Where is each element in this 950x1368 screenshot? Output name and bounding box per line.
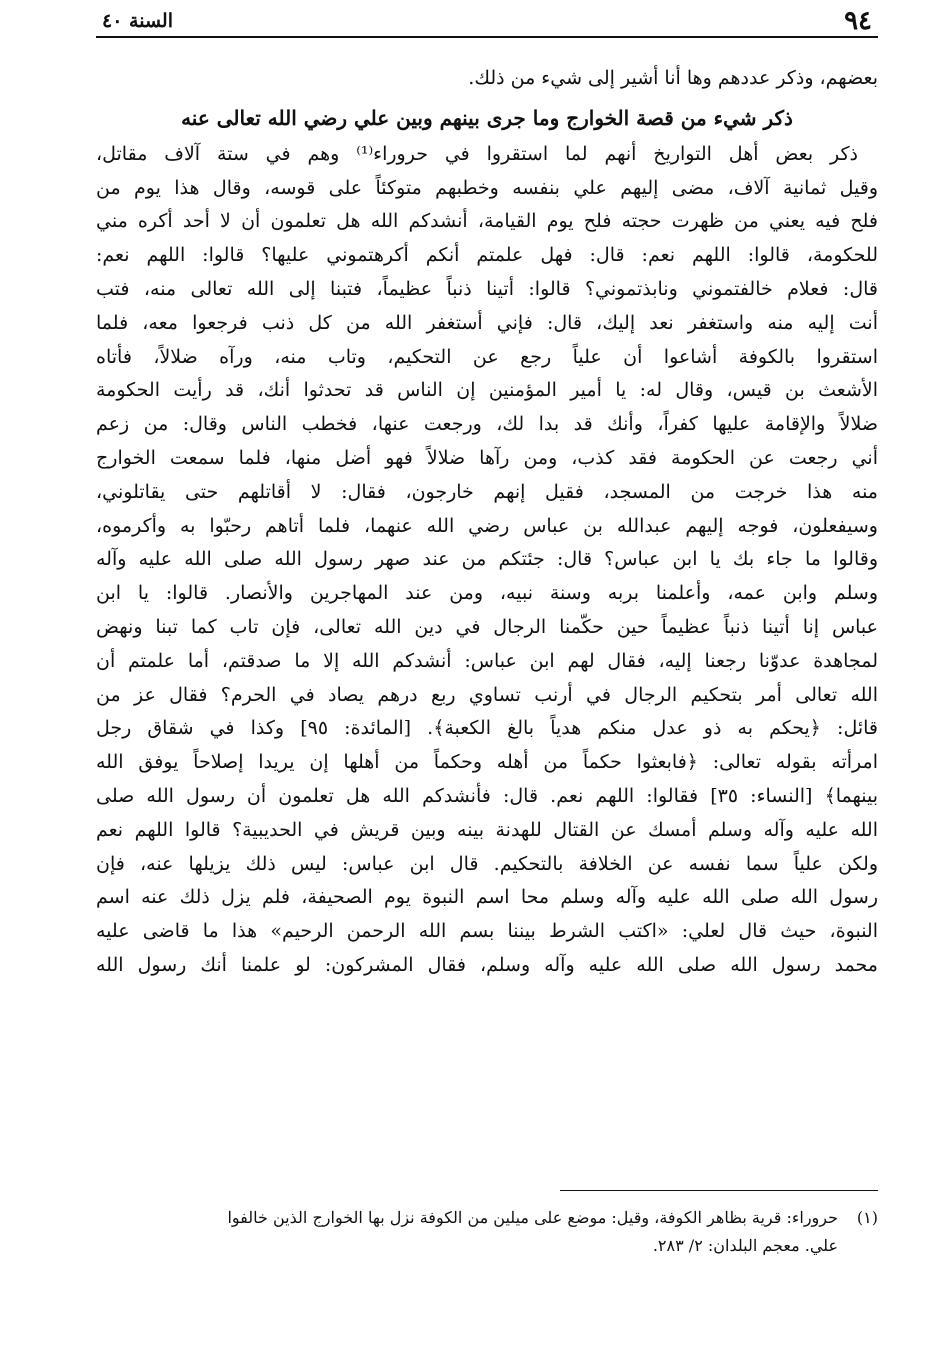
text-line: وقالوا ما جاء بك يا ابن عباس؟ قال: جئتكم من عند صهر رسول الله صلى الله عليه وآله (96, 548, 878, 571)
page-number: ٩٤ (844, 6, 872, 36)
text-line: رسول الله صلى الله عليه وآله وسلم محا اسم النبوة يوم الصحيفة، فلم يزل ذلك عنه اسم (96, 886, 878, 909)
footnote-divider (560, 1190, 878, 1191)
text-line: أني رجعت عن الحكومة فقد كذب، ومن رآها ضلالاً فهو أضل منها، فلما سمعت الخوارج (96, 446, 878, 469)
text-line: لمجاهدة عدوّنا رجعنا إليه، فقال لهم ابن عباس: أنشدكم الله إلا ما صدقتم، أما علمتم أن (96, 649, 878, 672)
text-line: الله تعالى أمر بتحكيم الرجال في أرنب تساوي ربع درهم يصاد في الحرم؟ فقال عز من (96, 683, 878, 706)
text-line: وسلم وابن عمه، وأعلمنا بربه وسنة نبيه، ومن عند المهاجرين والأنصار. قالوا: يا ابن (96, 582, 878, 605)
text-line: الله عليه وآله وسلم أمسك عن القتال للهدنة بينه وبين قريش في الحديبية؟ قالوا اللهم نعم (96, 818, 878, 841)
text-line: النبوة، حيث قال لعلي: «اكتب الشرط بيننا بسم الله الرحمن الرحيم» هذا ما قاضى عليه (96, 920, 878, 943)
section-heading: ذكر شيء من قصة الخوارج وما جرى بينهم وبين علي رضي الله تعالى عنه (181, 105, 793, 130)
text-line: قال: فعلام خالفتموني ونابذتموني؟ قالوا: أتينا ذنباً عظيماً، فتبنا إلى الله تعالى منه، فتب (96, 277, 878, 300)
footnote-line (96, 1204, 878, 1232)
text-line: وسيفعلون، فوجه إليهم عبدالله بن عباس رضي الله عنهما، فلما أتاهم رحبّوا به وأكرموه، (96, 514, 878, 537)
text-line: وقيل ثمانية آلاف، مضى إليهم علي بنفسه وخطبهم متوكئاً على قوسه، وقال هذا يوم من (96, 176, 878, 199)
footnote-text: حروراء: قرية بظاهر الكوفة، وقيل: موضع على ميلين من الكوفة نزل بها الخوارج الذين خالفوا (227, 1208, 838, 1227)
text-line: محمد رسول الله صلى الله عليه وآله وسلم، فقال المشركون: لو علمنا أنك رسول الله (96, 953, 878, 976)
text-line: امرأته بقوله تعالى: ﴿فابعثوا حكماً من أهله وحكماً من أهلها إن يريدا إصلاحاً يوفق الله (96, 751, 878, 774)
text-line: فلح فيه يعني من ظهرت حجته فلح يوم القيامة، أنشدكم الله هل تعلمون أن لا أحد أكره مني (96, 210, 878, 233)
text-line: أنت إليه منه واستغفر نعد إليك، قال: فإني أستغفر الله من كل ذنب فرجعوا معه، فلما (96, 311, 878, 334)
text-line: قائل: ﴿يحكم به ذو عدل منكم هدياً بالغ الكعبة﴾. [المائدة: ٩٥] وكذا في شقاق رجل (96, 717, 878, 740)
text-line: ولكن علياً سما نفسه عن الخلافة بالتحكيم. قال ابن عباس: ليس ذلك يزيلها عنه، فإن (96, 852, 878, 875)
text-line: للحكومة، قالوا: اللهم نعم: قال: فهل علمتم أنكم أكرهتموني عليها؟ قالوا: اللهم نعم: (96, 244, 878, 267)
footnotes (96, 1204, 878, 1260)
text-line: بعضهم، وذكر عددهم وها أنا أشير إلى شيء من ذلك. (468, 67, 878, 89)
main-text (96, 62, 878, 983)
text-line: منه هذا خرجت من المسجد، فقيل إنهم خارجون، فقال: لا أقاتلهم حتى يقاتلوني، (96, 480, 878, 503)
issue-label: السنة ٤٠ (102, 10, 173, 32)
text-line: بينهما﴾ [النساء: ٣٥] فقالوا: اللهم نعم. قال: فأنشدكم الله هل تعلمون أن رسول الله صلى (96, 784, 878, 807)
footnote-number: (١) (856, 1208, 878, 1227)
page-header (96, 8, 878, 38)
text-line: استقروا بالكوفة أشاعوا أن علياً رجع عن التحكيم، وتاب منه، ورآه ضلالاً، فأتاه (96, 345, 878, 368)
footnote-line: علي. معجم البلدان: ٢/ ٢٨٣. (652, 1236, 838, 1255)
text-line: ذكر بعض أهل التواريخ أنهم لما استقروا في حروراء⁽¹⁾ وهم في ستة آلاف مقاتل، (96, 142, 858, 165)
text-line: عباس إنا أتينا ذنباً عظيماً حين حكّمنا الرجال في دين الله تعالى، فإن تاب كما تبنا ونهض (96, 615, 878, 638)
text-line: ضلالاً والإقامة عليها كفراً، وأنك قد بدا لك، ورجعت عنها، فخطب الناس وقال: من زعم (96, 413, 878, 436)
text-line: الأشعث بن قيس، وقال له: يا أمير المؤمنين إن الناس قد تحدثوا أنك، قد رأيت الحكومة (96, 379, 878, 402)
